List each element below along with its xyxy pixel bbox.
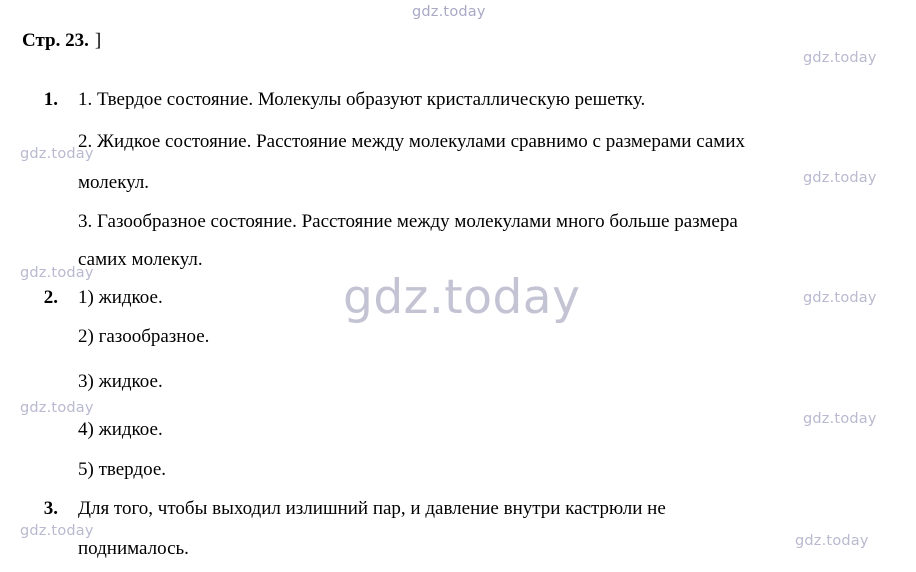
watermark: gdz.today (803, 50, 877, 66)
watermark: gdz.today (795, 533, 869, 549)
watermark: gdz.today (20, 523, 94, 539)
watermark: gdz.today (20, 265, 94, 281)
watermark: gdz.today (803, 170, 877, 186)
page-header (22, 30, 101, 52)
watermark-center: gdz.today (343, 270, 581, 325)
answer-paragraph: 3. Газообразное состояние. Расстояние между молекулами много больше размера (78, 211, 738, 232)
answer-paragraph: Для того, чтобы выходил излишний пар, и давление внутри кастрюли не (78, 498, 666, 519)
watermark: gdz.today (20, 400, 94, 416)
watermark: gdz.today (20, 146, 94, 162)
item-number: 3. (43, 498, 58, 519)
page-mark: ] (94, 30, 102, 51)
answer-paragraph: 1) жидкое. (78, 287, 163, 308)
answer-paragraph: 5) твердое. (78, 459, 167, 480)
answer-paragraph: поднималось. (78, 538, 189, 559)
watermark: gdz.today (803, 411, 877, 427)
watermark: gdz.today (803, 290, 877, 306)
answer-paragraph: 3) жидкое. (78, 371, 163, 392)
item-number: 1. (43, 89, 58, 110)
watermark-top: gdz.today (412, 4, 486, 20)
page-label: Стр. 23. (22, 30, 89, 51)
answer-paragraph: 2) газообразное. (78, 326, 210, 347)
answer-paragraph: 1. Твердое состояние. Молекулы образуют кристаллическую решетку. (78, 89, 646, 110)
answer-paragraph: 2. Жидкое состояние. Расстояние между молекулами сравнимо с размерами самих (78, 131, 745, 152)
answer-paragraph: 4) жидкое. (78, 419, 163, 440)
answer-paragraph: самих молекул. (78, 249, 203, 270)
item-number: 2. (43, 287, 58, 308)
answer-paragraph: молекул. (78, 172, 150, 193)
